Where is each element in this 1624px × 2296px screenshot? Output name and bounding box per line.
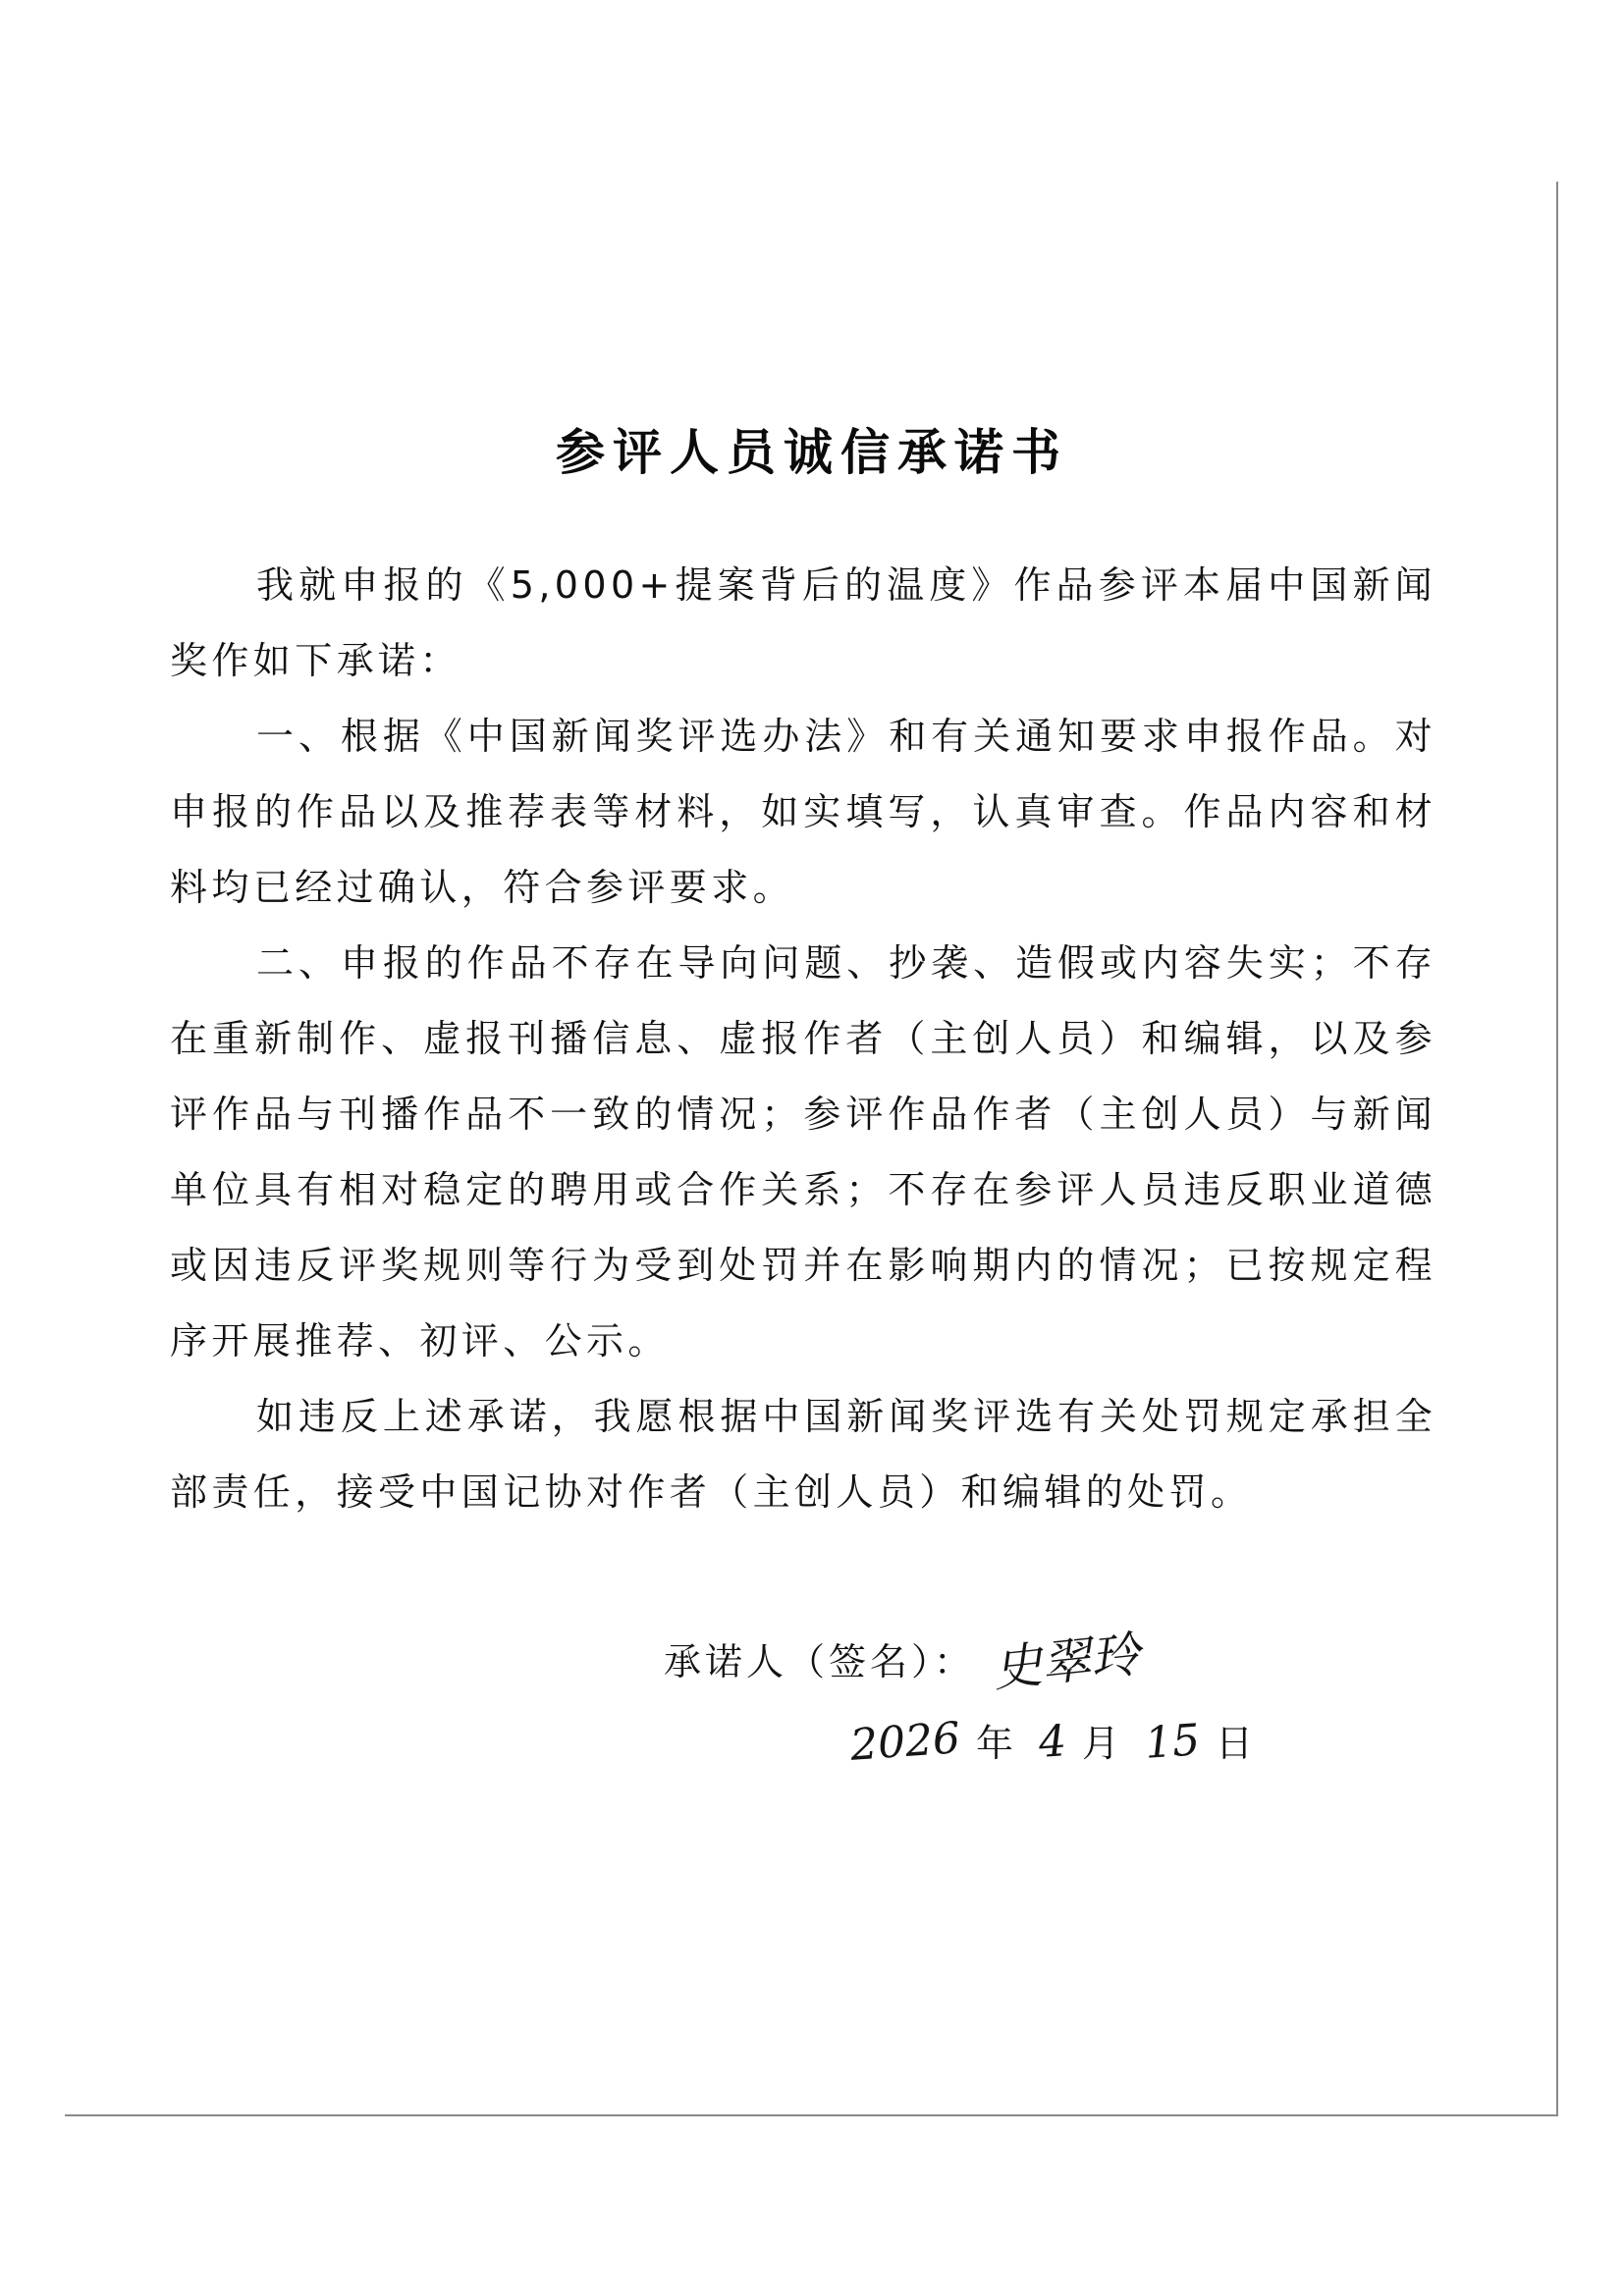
date-month-unit: 月 — [1082, 1722, 1124, 1765]
commitment-paragraph-1: 一、根据《中国新闻奖评选办法》和有关通知要求申报作品。对申报的作品以及推荐表等材料，如实填写，认真审查。作品内容和材料均已经过确认，符合参评要求。 — [170, 715, 1436, 909]
signature-date — [850, 1704, 1351, 1783]
intro-paragraph: 我就申报的《5,000+提案背后的温度》作品参评本届中国新闻奖作如下承诺： — [170, 563, 1436, 682]
commitment-paragraph-2: 二、申报的作品不存在导向问题、抄袭、造假或内容失实；不存在重新制作、虚报刊播信息、虚报作者（主创人员）和编辑，以及参评作品与刊播作品不一致的情况；参评作品作者（主创人员）与新闻单位具有相对稳定的聘用或合作关系；不存在参评人员违反职业道德或因违反评奖规则等行为受到处罚并在影响期内的情况；已按规定程序开展推荐、初评、公示。 — [170, 941, 1436, 1362]
closing-paragraph: 如违反上述承诺，我愿根据中国新闻奖评选有关处罚规定承担全部责任，接受中国记协对作者（主创人员）和编辑的处罚。 — [170, 1395, 1436, 1514]
handwritten-signature: 史翠玲 — [990, 1625, 1143, 1698]
document-title: 参评人员诚信承诺书 — [556, 423, 1068, 481]
signature-block — [664, 1620, 1351, 1783]
date-year: 2026 — [848, 1713, 962, 1771]
date-day-unit: 日 — [1216, 1722, 1258, 1765]
date-year-unit: 年 — [975, 1722, 1017, 1765]
page-frame-bottom-border — [65, 2114, 1558, 2116]
date-day: 15 — [1143, 1715, 1202, 1769]
date-month: 4 — [1037, 1716, 1068, 1768]
signature-line — [664, 1620, 1351, 1704]
signature-label: 承诺人（签名）： — [664, 1639, 976, 1683]
document-body — [170, 548, 1436, 1530]
